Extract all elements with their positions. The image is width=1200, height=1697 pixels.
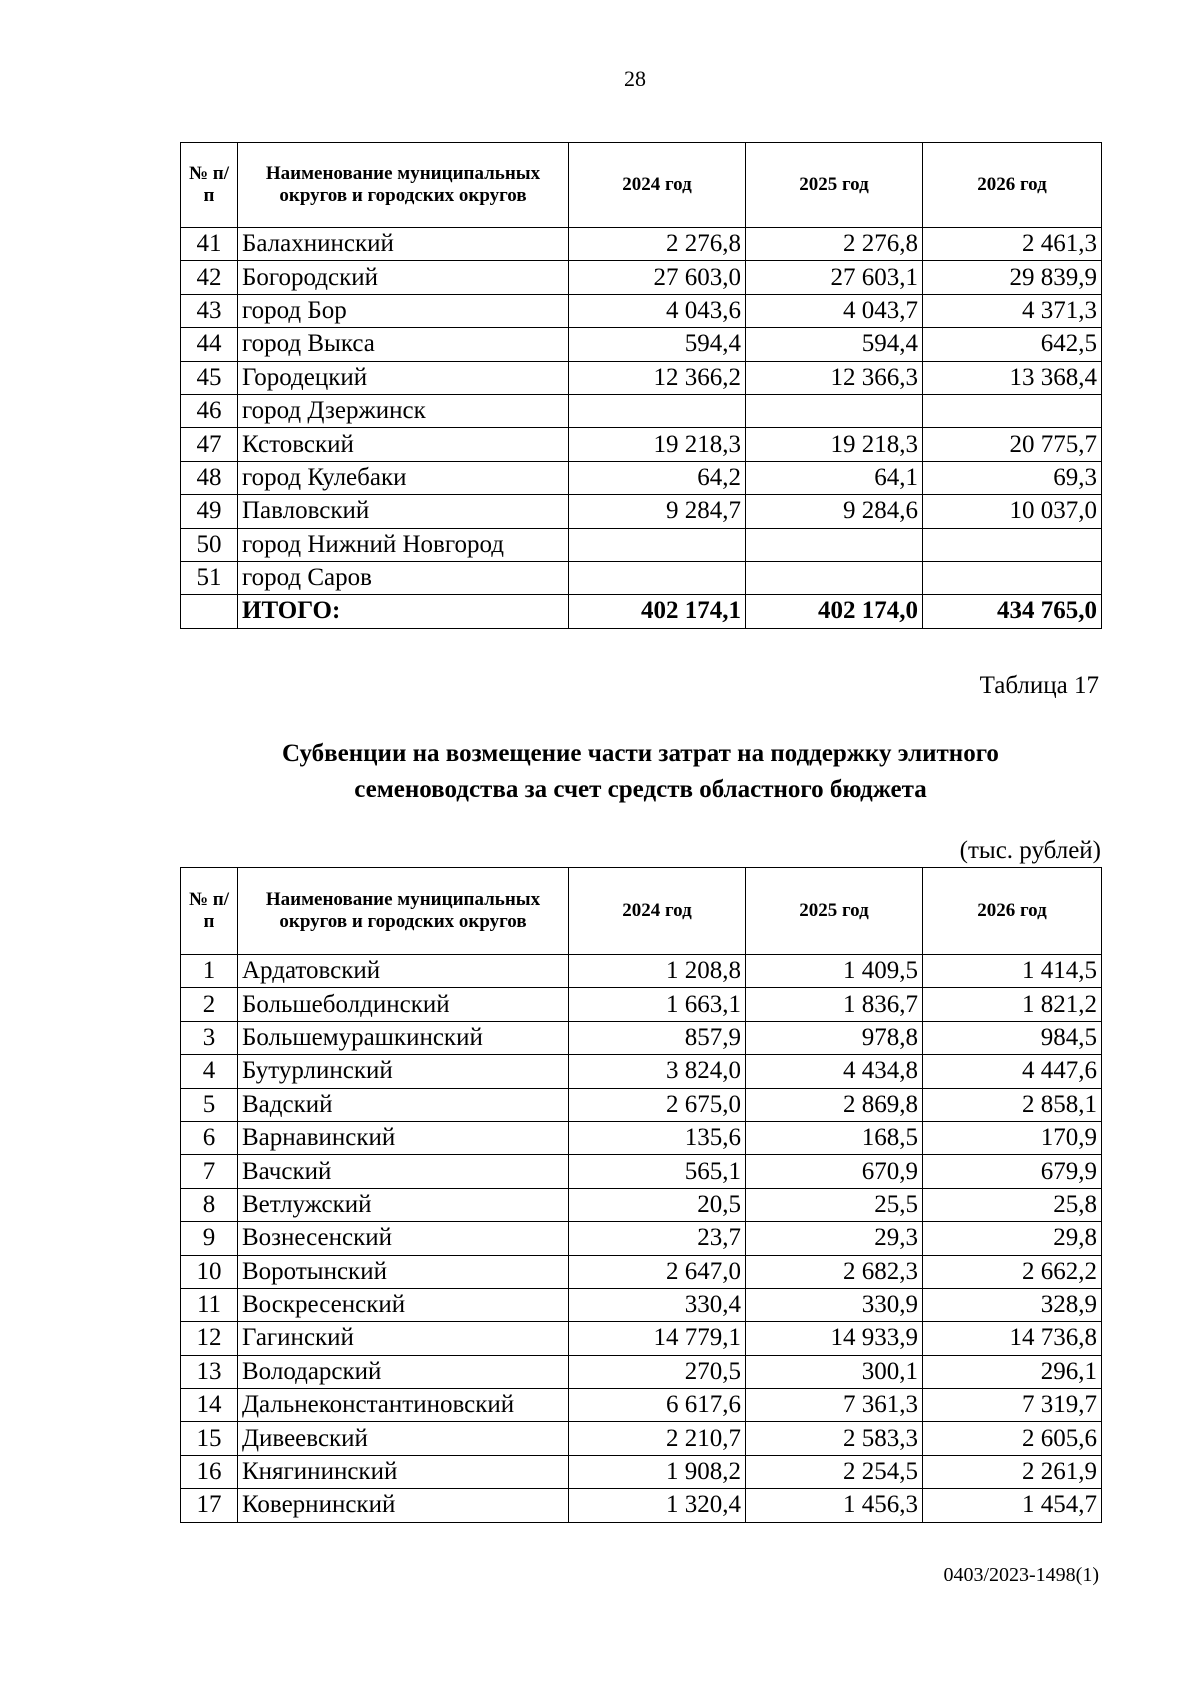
row-number: 50	[181, 528, 238, 561]
value-2024: 64,2	[569, 461, 746, 494]
value-2026: 2 858,1	[923, 1088, 1102, 1121]
district-name: Ветлужский	[238, 1188, 569, 1221]
table-row	[181, 1322, 1102, 1355]
table2-body	[181, 955, 1102, 1523]
value-2026: 296,1	[923, 1355, 1102, 1388]
value-2025: 1 836,7	[746, 988, 923, 1021]
value-2025: 330,9	[746, 1288, 923, 1321]
value-2026: 69,3	[923, 461, 1102, 494]
row-number: 16	[181, 1455, 238, 1488]
row-number: 13	[181, 1355, 238, 1388]
table-row	[181, 1188, 1102, 1221]
value-2025: 1 456,3	[746, 1489, 923, 1522]
table-row	[181, 1155, 1102, 1188]
district-name: Дальнеконстантиновский	[238, 1389, 569, 1422]
total-2026: 434 765,0	[923, 595, 1102, 628]
total-num-cell	[181, 595, 238, 628]
value-2025	[746, 394, 923, 427]
value-2024: 135,6	[569, 1121, 746, 1154]
district-name: Гагинский	[238, 1322, 569, 1355]
value-2025: 19 218,3	[746, 428, 923, 461]
district-name: Вадский	[238, 1088, 569, 1121]
row-number: 47	[181, 428, 238, 461]
col-header-num: № п/п	[181, 143, 238, 228]
row-number: 2	[181, 988, 238, 1021]
table-row	[181, 1288, 1102, 1321]
row-number: 48	[181, 461, 238, 494]
value-2025: 300,1	[746, 1355, 923, 1388]
district-name: Бутурлинский	[238, 1055, 569, 1088]
row-number: 17	[181, 1489, 238, 1522]
budget-table-continued	[180, 142, 1102, 629]
table-row	[181, 1455, 1102, 1488]
value-2025: 14 933,9	[746, 1322, 923, 1355]
row-number: 9	[181, 1222, 238, 1255]
total-label: ИТОГО:	[238, 595, 569, 628]
table-row	[181, 955, 1102, 988]
table-row	[181, 394, 1102, 427]
value-2026: 29,8	[923, 1222, 1102, 1255]
district-name: Варнавинский	[238, 1121, 569, 1154]
value-2024: 1 208,8	[569, 955, 746, 988]
district-name: город Бор	[238, 294, 569, 327]
unit-label: (тыс. рублей)	[959, 837, 1101, 864]
row-number: 42	[181, 261, 238, 294]
row-number: 43	[181, 294, 238, 327]
table-row	[181, 1355, 1102, 1388]
value-2026: 679,9	[923, 1155, 1102, 1188]
table-row	[181, 228, 1102, 261]
value-2026: 4 371,3	[923, 294, 1102, 327]
table-row	[181, 1088, 1102, 1121]
table-title	[180, 736, 1101, 808]
row-number: 45	[181, 361, 238, 394]
total-2024: 402 174,1	[569, 595, 746, 628]
row-number: 7	[181, 1155, 238, 1188]
value-2026	[923, 528, 1102, 561]
table-title-line-2: семеноводства за счет средств областного бюджета	[354, 776, 927, 803]
row-number: 8	[181, 1188, 238, 1221]
document-code: 0403/2023-1498(1)	[943, 1564, 1099, 1586]
row-number: 11	[181, 1288, 238, 1321]
district-name: Большеболдинский	[238, 988, 569, 1021]
value-2026: 14 736,8	[923, 1322, 1102, 1355]
district-name: Ардатовский	[238, 955, 569, 988]
value-2026: 642,5	[923, 328, 1102, 361]
district-name: город Нижний Новгород	[238, 528, 569, 561]
table-row	[181, 1222, 1102, 1255]
value-2025: 9 284,6	[746, 495, 923, 528]
row-number: 41	[181, 228, 238, 261]
value-2026	[923, 394, 1102, 427]
table-title-line-1: Субвенции на возмещение части затрат на поддержку элитного	[282, 740, 999, 767]
col-header-name: Наименование муниципальных округов и городских округов	[238, 143, 569, 228]
value-2026: 29 839,9	[923, 261, 1102, 294]
col-header-name: Наименование муниципальных округов и городских округов	[238, 868, 569, 955]
table-header-row	[181, 143, 1102, 228]
district-name: Городецкий	[238, 361, 569, 394]
value-2024: 12 366,2	[569, 361, 746, 394]
district-name: Кстовский	[238, 428, 569, 461]
district-name: Балахнинский	[238, 228, 569, 261]
value-2025: 29,3	[746, 1222, 923, 1255]
value-2025: 7 361,3	[746, 1389, 923, 1422]
district-name: Вачский	[238, 1155, 569, 1188]
value-2026: 2 461,3	[923, 228, 1102, 261]
district-name: город Выкса	[238, 328, 569, 361]
value-2026	[923, 561, 1102, 594]
value-2025: 64,1	[746, 461, 923, 494]
table-row	[181, 1489, 1102, 1522]
value-2026: 2 605,6	[923, 1422, 1102, 1455]
total-2025: 402 174,0	[746, 595, 923, 628]
row-number: 15	[181, 1422, 238, 1455]
district-name: Володарский	[238, 1355, 569, 1388]
value-2024: 6 617,6	[569, 1389, 746, 1422]
row-number: 46	[181, 394, 238, 427]
value-2024: 14 779,1	[569, 1322, 746, 1355]
value-2024: 19 218,3	[569, 428, 746, 461]
value-2024: 2 210,7	[569, 1422, 746, 1455]
table-row	[181, 1121, 1102, 1154]
district-name: Вознесенский	[238, 1222, 569, 1255]
value-2025: 168,5	[746, 1121, 923, 1154]
value-2024: 4 043,6	[569, 294, 746, 327]
value-2024: 3 824,0	[569, 1055, 746, 1088]
value-2025: 2 254,5	[746, 1455, 923, 1488]
district-name: Павловский	[238, 495, 569, 528]
value-2024: 20,5	[569, 1188, 746, 1221]
row-number: 51	[181, 561, 238, 594]
value-2025: 670,9	[746, 1155, 923, 1188]
table-row	[181, 495, 1102, 528]
value-2025	[746, 561, 923, 594]
col-header-2026: 2026 год	[923, 143, 1102, 228]
value-2026: 1 821,2	[923, 988, 1102, 1021]
page-number: 28	[624, 66, 646, 91]
district-name: Богородский	[238, 261, 569, 294]
value-2024: 23,7	[569, 1222, 746, 1255]
value-2024: 565,1	[569, 1155, 746, 1188]
table-row	[181, 328, 1102, 361]
value-2024: 9 284,7	[569, 495, 746, 528]
table-row	[181, 461, 1102, 494]
value-2025: 4 043,7	[746, 294, 923, 327]
value-2025: 2 682,3	[746, 1255, 923, 1288]
value-2026: 25,8	[923, 1188, 1102, 1221]
value-2025: 12 366,3	[746, 361, 923, 394]
district-name: город Кулебаки	[238, 461, 569, 494]
value-2025: 2 276,8	[746, 228, 923, 261]
district-name: Воротынский	[238, 1255, 569, 1288]
row-number: 4	[181, 1055, 238, 1088]
value-2026: 7 319,7	[923, 1389, 1102, 1422]
district-name: Дивеевский	[238, 1422, 569, 1455]
col-header-2026: 2026 год	[923, 868, 1102, 955]
value-2026: 1 454,7	[923, 1489, 1102, 1522]
district-name: город Дзержинск	[238, 394, 569, 427]
value-2024: 27 603,0	[569, 261, 746, 294]
value-2024: 2 276,8	[569, 228, 746, 261]
district-name: Воскресенский	[238, 1288, 569, 1321]
row-number: 3	[181, 1021, 238, 1054]
table-label: Таблица 17	[979, 672, 1099, 699]
value-2025: 27 603,1	[746, 261, 923, 294]
row-number: 1	[181, 955, 238, 988]
value-2026: 2 662,2	[923, 1255, 1102, 1288]
value-2026: 1 414,5	[923, 955, 1102, 988]
value-2025: 1 409,5	[746, 955, 923, 988]
table-row	[181, 428, 1102, 461]
total-row	[181, 595, 1102, 628]
value-2024: 330,4	[569, 1288, 746, 1321]
value-2025: 4 434,8	[746, 1055, 923, 1088]
table-row	[181, 1021, 1102, 1054]
col-header-num: № п/п	[181, 868, 238, 955]
value-2024	[569, 528, 746, 561]
table-row	[181, 528, 1102, 561]
table-row	[181, 361, 1102, 394]
value-2024: 1 908,2	[569, 1455, 746, 1488]
table-row	[181, 294, 1102, 327]
value-2024	[569, 561, 746, 594]
seed-subsidy-table	[180, 867, 1102, 1523]
value-2026: 984,5	[923, 1021, 1102, 1054]
value-2025: 978,8	[746, 1021, 923, 1054]
district-name: Княгининский	[238, 1455, 569, 1488]
table-row	[181, 261, 1102, 294]
col-header-2025: 2025 год	[746, 143, 923, 228]
value-2025	[746, 528, 923, 561]
row-number: 49	[181, 495, 238, 528]
value-2024: 594,4	[569, 328, 746, 361]
row-number: 10	[181, 1255, 238, 1288]
table-header-row	[181, 868, 1102, 955]
row-number: 6	[181, 1121, 238, 1154]
value-2025: 2 583,3	[746, 1422, 923, 1455]
value-2026: 13 368,4	[923, 361, 1102, 394]
table-row	[181, 1255, 1102, 1288]
table-row	[181, 561, 1102, 594]
col-header-2024: 2024 год	[569, 143, 746, 228]
value-2024: 2 675,0	[569, 1088, 746, 1121]
value-2025: 2 869,8	[746, 1088, 923, 1121]
value-2024: 1 663,1	[569, 988, 746, 1021]
table-row	[181, 1422, 1102, 1455]
value-2026: 20 775,7	[923, 428, 1102, 461]
row-number: 12	[181, 1322, 238, 1355]
row-number: 44	[181, 328, 238, 361]
value-2026: 10 037,0	[923, 495, 1102, 528]
table-row	[181, 1055, 1102, 1088]
row-number: 5	[181, 1088, 238, 1121]
table-row	[181, 1389, 1102, 1422]
col-header-2025: 2025 год	[746, 868, 923, 955]
value-2026: 170,9	[923, 1121, 1102, 1154]
value-2026: 4 447,6	[923, 1055, 1102, 1088]
row-number: 14	[181, 1389, 238, 1422]
value-2026: 328,9	[923, 1288, 1102, 1321]
value-2024: 1 320,4	[569, 1489, 746, 1522]
district-name: Большемурашкинский	[238, 1021, 569, 1054]
col-header-2024: 2024 год	[569, 868, 746, 955]
district-name: Ковернинский	[238, 1489, 569, 1522]
value-2024: 857,9	[569, 1021, 746, 1054]
table1-body	[181, 228, 1102, 595]
value-2025: 25,5	[746, 1188, 923, 1221]
value-2024: 2 647,0	[569, 1255, 746, 1288]
district-name: город Саров	[238, 561, 569, 594]
value-2024	[569, 394, 746, 427]
table-row	[181, 988, 1102, 1021]
value-2026: 2 261,9	[923, 1455, 1102, 1488]
value-2025: 594,4	[746, 328, 923, 361]
value-2024: 270,5	[569, 1355, 746, 1388]
